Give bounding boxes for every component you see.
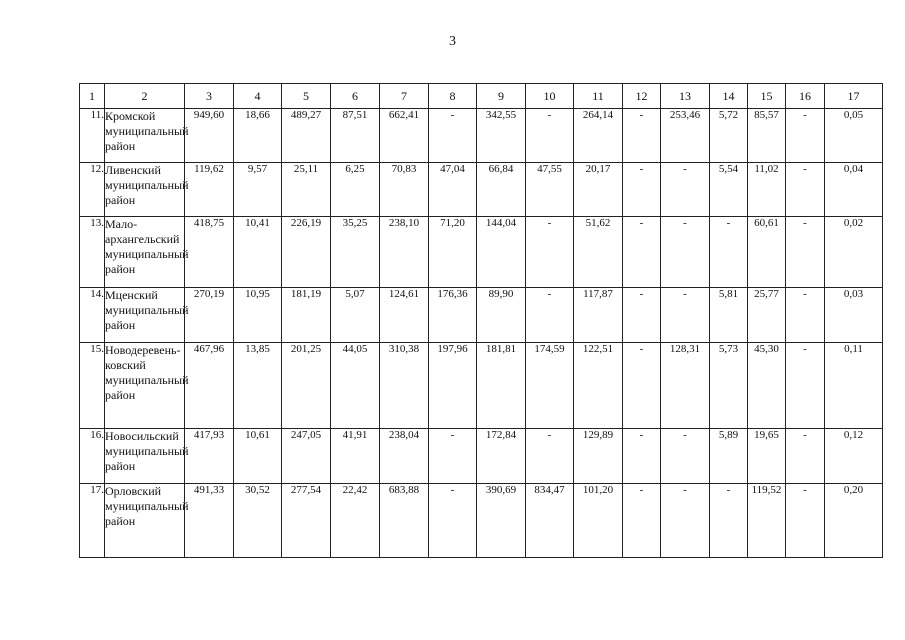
district-name: Ливенский муниципальный район: [105, 163, 185, 217]
table-row: [80, 163, 883, 217]
column-header-11: 11: [574, 84, 623, 109]
value-cell-col-16: -: [786, 288, 825, 343]
table-row: [80, 429, 883, 484]
value-cell-col-16: -: [786, 163, 825, 217]
value-cell-col-14: 5,81: [710, 288, 748, 343]
value-cell-col-10: 834,47: [526, 484, 574, 558]
value-cell-col-14: 5,72: [710, 109, 748, 163]
value-cell-col-14: 5,89: [710, 429, 748, 484]
value-cell-col-17: 0,02: [825, 217, 883, 288]
value-cell-col-10: -: [526, 109, 574, 163]
column-header-4: 4: [234, 84, 282, 109]
value-cell-col-13: 128,31: [661, 343, 710, 429]
table-row: [80, 288, 883, 343]
value-cell-col-13: -: [661, 288, 710, 343]
row-number: 11.: [80, 109, 105, 163]
value-cell-col-7: 310,38: [380, 343, 429, 429]
header-row: [80, 84, 883, 109]
column-header-14: 14: [710, 84, 748, 109]
value-cell-col-8: -: [429, 109, 477, 163]
value-cell-col-8: 71,20: [429, 217, 477, 288]
value-cell-col-5: 201,25: [282, 343, 331, 429]
value-cell-col-15: 85,57: [748, 109, 786, 163]
value-cell-col-10: -: [526, 429, 574, 484]
value-cell-col-10: -: [526, 288, 574, 343]
row-number: 12.: [80, 163, 105, 217]
value-cell-col-8: -: [429, 484, 477, 558]
value-cell-col-8: 47,04: [429, 163, 477, 217]
value-cell-col-5: 226,19: [282, 217, 331, 288]
row-number: 15.: [80, 343, 105, 429]
value-cell-col-5: 247,05: [282, 429, 331, 484]
value-cell-col-12: -: [623, 163, 661, 217]
value-cell-col-12: -: [623, 288, 661, 343]
value-cell-col-4: 30,52: [234, 484, 282, 558]
value-cell-col-15: 19,65: [748, 429, 786, 484]
value-cell-col-17: 0,04: [825, 163, 883, 217]
value-cell-col-7: 238,04: [380, 429, 429, 484]
value-cell-col-3: 119,62: [185, 163, 234, 217]
column-header-10: 10: [526, 84, 574, 109]
column-header-7: 7: [380, 84, 429, 109]
column-header-13: 13: [661, 84, 710, 109]
table-row: [80, 109, 883, 163]
row-number: 13.: [80, 217, 105, 288]
value-cell-col-17: 0,11: [825, 343, 883, 429]
row-number: 14.: [80, 288, 105, 343]
value-cell-col-12: -: [623, 109, 661, 163]
value-cell-col-16: -: [786, 109, 825, 163]
value-cell-col-9: 89,90: [477, 288, 526, 343]
value-cell-col-9: 342,55: [477, 109, 526, 163]
value-cell-col-14: -: [710, 484, 748, 558]
row-number: 16.: [80, 429, 105, 484]
value-cell-col-4: 13,85: [234, 343, 282, 429]
value-cell-col-5: 277,54: [282, 484, 331, 558]
value-cell-col-8: 197,96: [429, 343, 477, 429]
value-cell-col-16: -: [786, 484, 825, 558]
column-header-9: 9: [477, 84, 526, 109]
column-header-17: 17: [825, 84, 883, 109]
value-cell-col-3: 270,19: [185, 288, 234, 343]
value-cell-col-12: -: [623, 343, 661, 429]
value-cell-col-10: -: [526, 217, 574, 288]
value-cell-col-10: 47,55: [526, 163, 574, 217]
district-name: Новосильский муниципальный район: [105, 429, 185, 484]
value-cell-col-8: -: [429, 429, 477, 484]
value-cell-col-3: 417,93: [185, 429, 234, 484]
value-cell-col-6: 5,07: [331, 288, 380, 343]
value-cell-col-10: 174,59: [526, 343, 574, 429]
value-cell-col-4: 9,57: [234, 163, 282, 217]
value-cell-col-4: 10,95: [234, 288, 282, 343]
value-cell-col-6: 6,25: [331, 163, 380, 217]
value-cell-col-16: -: [786, 217, 825, 288]
value-cell-col-4: 10,41: [234, 217, 282, 288]
value-cell-col-3: 949,60: [185, 109, 234, 163]
column-header-12: 12: [623, 84, 661, 109]
value-cell-col-11: 122,51: [574, 343, 623, 429]
value-cell-col-13: -: [661, 484, 710, 558]
value-cell-col-11: 129,89: [574, 429, 623, 484]
value-cell-col-15: 11,02: [748, 163, 786, 217]
value-cell-col-11: 117,87: [574, 288, 623, 343]
value-cell-col-14: 5,73: [710, 343, 748, 429]
district-name: Кромской муниципальный район: [105, 109, 185, 163]
value-cell-col-17: 0,03: [825, 288, 883, 343]
value-cell-col-9: 172,84: [477, 429, 526, 484]
district-name: Мценский муниципальный район: [105, 288, 185, 343]
value-cell-col-11: 51,62: [574, 217, 623, 288]
value-cell-col-12: -: [623, 484, 661, 558]
value-cell-col-17: 0,20: [825, 484, 883, 558]
value-cell-col-9: 144,04: [477, 217, 526, 288]
value-cell-col-13: 253,46: [661, 109, 710, 163]
column-header-8: 8: [429, 84, 477, 109]
value-cell-col-5: 489,27: [282, 109, 331, 163]
data-table: [79, 83, 883, 558]
value-cell-col-5: 181,19: [282, 288, 331, 343]
column-header-1: 1: [80, 84, 105, 109]
value-cell-col-9: 66,84: [477, 163, 526, 217]
column-header-6: 6: [331, 84, 380, 109]
value-cell-col-4: 18,66: [234, 109, 282, 163]
value-cell-col-9: 181,81: [477, 343, 526, 429]
value-cell-col-8: 176,36: [429, 288, 477, 343]
column-header-16: 16: [786, 84, 825, 109]
value-cell-col-16: -: [786, 343, 825, 429]
table-row: [80, 217, 883, 288]
value-cell-col-11: 20,17: [574, 163, 623, 217]
value-cell-col-4: 10,61: [234, 429, 282, 484]
value-cell-col-6: 87,51: [331, 109, 380, 163]
value-cell-col-12: -: [623, 217, 661, 288]
value-cell-col-6: 44,05: [331, 343, 380, 429]
table-row: [80, 343, 883, 429]
value-cell-col-17: 0,05: [825, 109, 883, 163]
value-cell-col-13: -: [661, 217, 710, 288]
value-cell-col-13: -: [661, 163, 710, 217]
value-cell-col-9: 390,69: [477, 484, 526, 558]
row-number: 17.: [80, 484, 105, 558]
value-cell-col-3: 491,33: [185, 484, 234, 558]
value-cell-col-16: -: [786, 429, 825, 484]
value-cell-col-7: 124,61: [380, 288, 429, 343]
value-cell-col-6: 22,42: [331, 484, 380, 558]
value-cell-col-7: 662,41: [380, 109, 429, 163]
value-cell-col-15: 45,30: [748, 343, 786, 429]
value-cell-col-14: 5,54: [710, 163, 748, 217]
value-cell-col-17: 0,12: [825, 429, 883, 484]
district-name: Новодеревень-ковский муниципальный район: [105, 343, 185, 429]
value-cell-col-12: -: [623, 429, 661, 484]
column-header-5: 5: [282, 84, 331, 109]
column-header-15: 15: [748, 84, 786, 109]
value-cell-col-7: 683,88: [380, 484, 429, 558]
value-cell-col-15: 119,52: [748, 484, 786, 558]
column-header-3: 3: [185, 84, 234, 109]
value-cell-col-3: 467,96: [185, 343, 234, 429]
value-cell-col-7: 238,10: [380, 217, 429, 288]
district-name: Мало-архангельский муниципальный район: [105, 217, 185, 288]
value-cell-col-13: -: [661, 429, 710, 484]
table-row: [80, 484, 883, 558]
value-cell-col-11: 264,14: [574, 109, 623, 163]
column-header-2: 2: [105, 84, 185, 109]
page-number: 3: [449, 34, 456, 49]
value-cell-col-14: -: [710, 217, 748, 288]
value-cell-col-3: 418,75: [185, 217, 234, 288]
value-cell-col-11: 101,20: [574, 484, 623, 558]
value-cell-col-6: 41,91: [331, 429, 380, 484]
district-name: Орловский муниципальный район: [105, 484, 185, 558]
value-cell-col-15: 25,77: [748, 288, 786, 343]
value-cell-col-6: 35,25: [331, 217, 380, 288]
value-cell-col-7: 70,83: [380, 163, 429, 217]
value-cell-col-15: 60,61: [748, 217, 786, 288]
value-cell-col-5: 25,11: [282, 163, 331, 217]
